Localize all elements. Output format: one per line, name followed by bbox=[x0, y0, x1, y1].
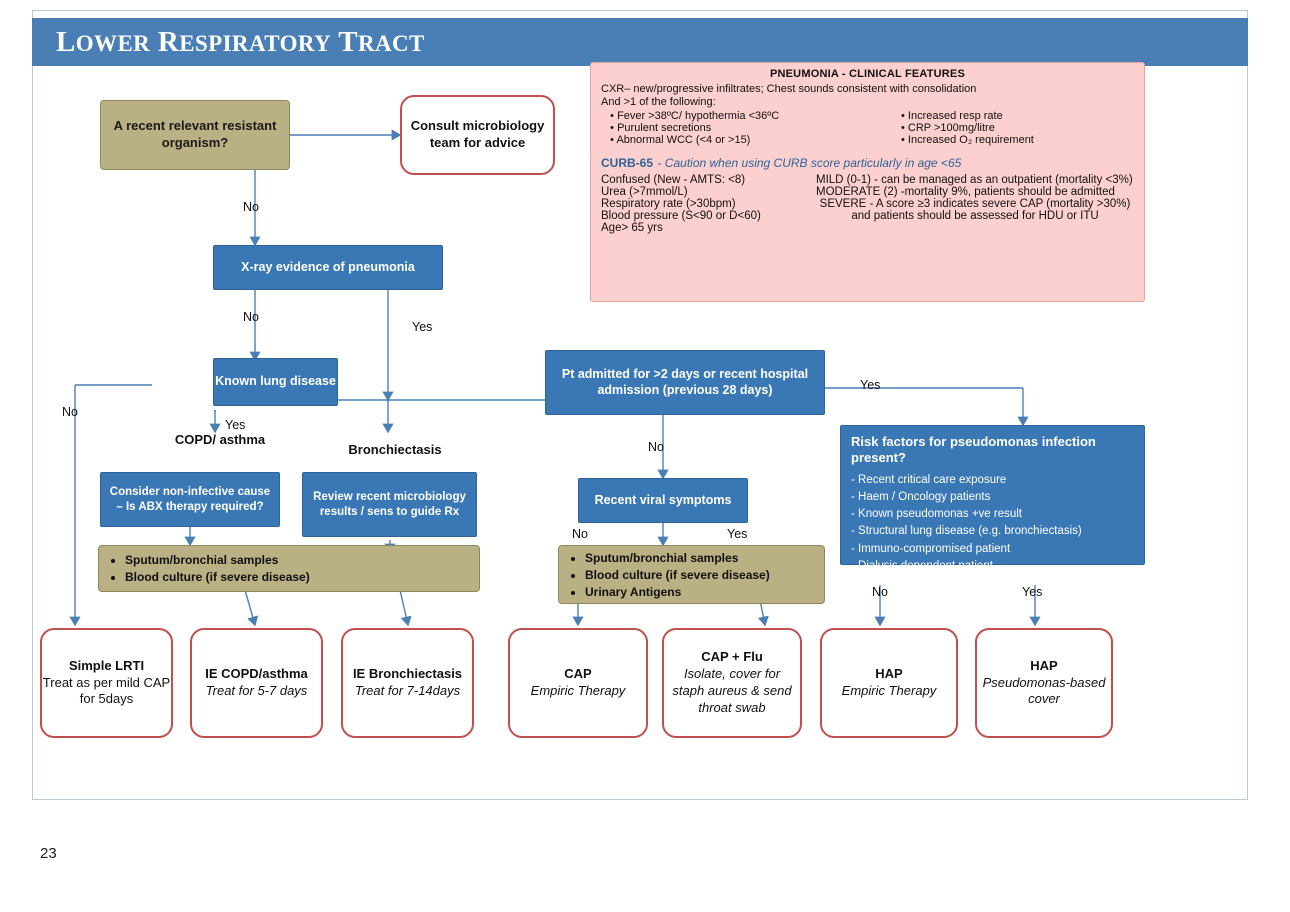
outcome-title: Simple LRTI bbox=[68, 657, 145, 673]
severity-item: MODERATE (2) -mortality 9%, patients should be admitted bbox=[816, 186, 1115, 198]
label-no-6: No bbox=[872, 585, 888, 599]
node-pt-admitted[interactable] bbox=[545, 350, 825, 415]
curb-item: Confused (New - AMTS: <8) bbox=[601, 174, 746, 186]
list-item: • Sputum/bronchial samples bbox=[125, 553, 310, 567]
outcome-title: IE Bronchiectasis bbox=[352, 666, 463, 682]
page-number: 23 bbox=[40, 845, 57, 862]
list-item: • Urinary Antigens bbox=[585, 585, 770, 599]
outcome-title: IE COPD/asthma bbox=[205, 666, 308, 682]
outcome-detail: Isolate, cover for staph aureus & send throat swab bbox=[672, 666, 792, 715]
node-known-lung-disease-label: Known lung disease bbox=[215, 374, 336, 389]
risk-item: - Known pseudomonas +ve result bbox=[851, 508, 1023, 520]
node-consult-micro[interactable] bbox=[400, 95, 555, 175]
node-resistant-organism-label: A recent relevant resistant organism? bbox=[113, 118, 277, 150]
pneumonia-bullet: • Fever >38ºC/ hypothermia <36ºC bbox=[601, 110, 780, 122]
risk-item: - Immuno-compromised patient bbox=[851, 542, 1011, 555]
node-known-lung-disease[interactable] bbox=[213, 358, 338, 406]
outcome-detail: Empiric Therapy bbox=[530, 683, 626, 698]
label-no-2: No bbox=[243, 310, 259, 324]
outcome-title: HAP bbox=[875, 666, 903, 682]
outcome-simple-lrti[interactable] bbox=[40, 628, 173, 738]
pneumonia-header: PNEUMONIA - CLINICAL FEATURES bbox=[769, 68, 966, 80]
pneumonia-bullet: • CRP >100mg/litre bbox=[901, 122, 995, 134]
outcome-detail: Treat for 7-14days bbox=[354, 683, 461, 698]
curb-title: CURB-65 bbox=[601, 156, 654, 170]
curb-caution: - Caution when using CURB score particularly in age <65 bbox=[657, 156, 962, 170]
severity-item: SEVERE - A score ≥3 indicates severe CAP (mortality >30%) and patients should be assessed for HDU or ITU bbox=[819, 198, 1131, 222]
node-xray-evidence[interactable] bbox=[213, 245, 443, 290]
list-item: • Sputum/bronchial samples bbox=[585, 551, 770, 565]
label-copd-asthma: COPD/ asthma bbox=[174, 432, 266, 447]
outcome-title: CAP + Flu bbox=[701, 649, 763, 665]
list-item: • Blood culture (if severe disease) bbox=[125, 570, 310, 584]
risk-item: - Haem / Oncology patients bbox=[851, 490, 991, 503]
curb-item: Respiratory rate (>30bpm) bbox=[601, 198, 736, 210]
pneumonia-line-2: And >1 of the following: bbox=[601, 96, 716, 108]
curb-item: Age> 65 yrs bbox=[601, 222, 663, 234]
label-no-1: No bbox=[243, 200, 259, 214]
outcome-ie-copd[interactable] bbox=[190, 628, 323, 738]
outcome-hap-pseudomonas[interactable] bbox=[975, 628, 1113, 738]
pneumonia-clinical-features-panel bbox=[590, 62, 1145, 302]
list-samples-mid bbox=[558, 545, 825, 604]
page-title: LOWER RESPIRATORY TRACT bbox=[56, 26, 425, 58]
node-risk-factors-pseudomonas[interactable] bbox=[840, 425, 1145, 572]
outcome-hap[interactable] bbox=[820, 628, 958, 738]
label-yes-1: Yes bbox=[412, 320, 433, 334]
node-review-microbiology[interactable] bbox=[302, 472, 477, 537]
label-yes-4: Yes bbox=[727, 527, 748, 541]
pneumonia-bullet: • Increased resp rate bbox=[901, 110, 1003, 122]
label-bronchiectasis: Bronchiectasis bbox=[348, 442, 442, 457]
outcome-detail: Empiric Therapy bbox=[841, 683, 937, 698]
curb-item: Urea (>7mmol/L) bbox=[601, 186, 688, 198]
node-consult-micro-label: Consult microbiology team for advice bbox=[410, 118, 545, 150]
node-recent-viral-symptoms-label: Recent viral symptoms bbox=[594, 492, 732, 507]
pneumonia-line-1: CXR– new/progressive infiltrates; Chest sounds consistent with consolidation bbox=[601, 83, 977, 95]
node-pt-admitted-label: Pt admitted for >2 days or recent hospital admission (previous 28 days) bbox=[561, 366, 809, 397]
outcome-title: HAP bbox=[1030, 657, 1058, 673]
outcome-detail: Treat for 5-7 days bbox=[205, 683, 308, 698]
label-no-5: No bbox=[572, 527, 588, 541]
node-resistant-organism[interactable] bbox=[100, 100, 290, 170]
node-recent-viral-symptoms[interactable] bbox=[578, 478, 748, 523]
pneumonia-bullet: • Increased O₂ requirement bbox=[901, 134, 1034, 146]
outcome-detail: Pseudomonas-based cover bbox=[982, 674, 1106, 707]
risk-item: - Dialysis dependent patient bbox=[851, 559, 993, 572]
pneumonia-bullet: • Purulent secretions bbox=[601, 122, 712, 134]
label-yes-2: Yes bbox=[225, 418, 246, 432]
risk-item: - Structural lung disease (e.g. bronchiectasis) bbox=[851, 525, 1082, 538]
risk-heading: Risk factors for pseudomonas infection present? bbox=[851, 434, 1096, 466]
outcome-title: CAP bbox=[564, 666, 592, 682]
curb-item: Blood pressure (S<90 or D<60) bbox=[601, 210, 761, 222]
outcome-detail: Treat as per mild CAP for 5days bbox=[42, 674, 171, 707]
outcome-cap[interactable] bbox=[508, 628, 648, 738]
severity-item: MILD (0-1) - can be managed as an outpatient (mortality <3%) bbox=[816, 174, 1133, 186]
list-item: • Blood culture (if severe disease) bbox=[585, 568, 770, 582]
node-review-microbiology-label: Review recent microbiology results / sens to guide Rx bbox=[313, 491, 466, 518]
label-yes-5: Yes bbox=[1022, 585, 1043, 599]
risk-item: - Recent critical care exposure bbox=[851, 473, 1007, 486]
node-consider-non-infective[interactable] bbox=[100, 472, 280, 527]
list-samples-left bbox=[98, 545, 480, 592]
label-yes-3: Yes bbox=[860, 378, 881, 392]
label-no-3: No bbox=[62, 405, 78, 419]
outcome-ie-bronchiectasis[interactable] bbox=[341, 628, 474, 738]
node-xray-evidence-label: X-ray evidence of pneumonia bbox=[241, 259, 415, 274]
pneumonia-bullet: • Abnormal WCC (<4 or >15) bbox=[601, 134, 751, 146]
outcome-cap-flu[interactable] bbox=[662, 628, 802, 738]
node-consider-non-infective-label: Consider non-infective cause – Is ABX therapy required? bbox=[109, 486, 271, 513]
label-no-4: No bbox=[648, 440, 664, 454]
